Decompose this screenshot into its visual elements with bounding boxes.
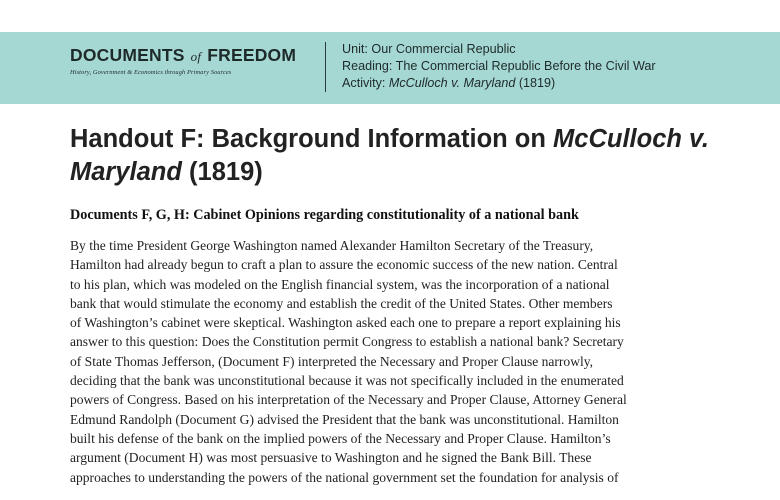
body-line: built his defense of the bank on the implied powers of the Necessary and Proper Clause. Hamilton’s — [70, 430, 611, 446]
body-line: deciding that the bank was unconstitutional because it was not specifically included in the enumerated — [70, 373, 624, 389]
body-line: powers of Congress. Based on his interpretation of the Necessary and Proper Clause, Attorney General — [70, 392, 627, 408]
activity-prefix: Activity: — [342, 76, 389, 90]
body-line: bank that would stimulate the economy and establish the credit of the United States. Other members — [70, 295, 613, 311]
logo-wordmark — [70, 44, 310, 68]
logo-tagline: History, Government & Economics through Primary Sources — [70, 69, 232, 76]
documents-of-freedom-logo — [70, 44, 310, 76]
title-case-part2: Maryland — [70, 158, 182, 186]
header-divider — [325, 42, 326, 92]
title-prefix: Handout F: Background Information on — [70, 125, 554, 153]
activity-case-name: McCulloch v. Maryland — [388, 76, 516, 90]
title-case-part1: McCulloch v. — [553, 125, 709, 153]
header-banner — [0, 32, 780, 104]
logo-word-documents: DOCUMENTS — [70, 45, 185, 65]
body-line: to his plan, which was modeled on the English financial system, was the incorporation of a national — [70, 276, 610, 292]
title-year: (1819) — [181, 158, 263, 186]
body-line: Hamilton had already begun to craft a plan to assure the economic success of the new nation. Central — [70, 257, 618, 273]
section-heading: Documents F, G, H: Cabinet Opinions regarding constitutionality of a national bank — [70, 207, 579, 223]
body-line: of State Thomas Jefferson, (Document F) interpreted the Necessary and Proper Clause narrowly, — [70, 353, 594, 369]
reading-label: Reading: The Commercial Republic Before the Civil War — [342, 59, 656, 73]
activity-label — [342, 75, 656, 92]
logo-word-of: of — [190, 49, 202, 64]
body-line: of Washington’s cabinet were skeptical. Washington asked each one to prepare a report explaining his — [70, 315, 621, 331]
body-line: Edmund Randolph (Document G) advised the President that the bank was unconstitutional. Hamilton — [70, 411, 619, 427]
logo-word-freedom: FREEDOM — [207, 45, 297, 65]
handout-title — [70, 123, 750, 189]
activity-year: (1819) — [515, 76, 556, 90]
unit-label: Unit: Our Commercial Republic — [342, 42, 516, 56]
body-line: By the time President George Washington named Alexander Hamilton Secretary of the Treasury, — [70, 238, 594, 253]
body-line: argument (Document H) was most persuasive to Washington and he signed the Bank Bill. These — [70, 450, 592, 466]
body-paragraph — [70, 236, 730, 487]
body-line: approaches to understanding the powers of the national government set the foundation for analysis of — [70, 469, 619, 485]
body-line: answer to this question: Does the Constitution permit Congress to establish a national bank? Secretary — [70, 334, 624, 350]
unit-info — [342, 41, 656, 92]
